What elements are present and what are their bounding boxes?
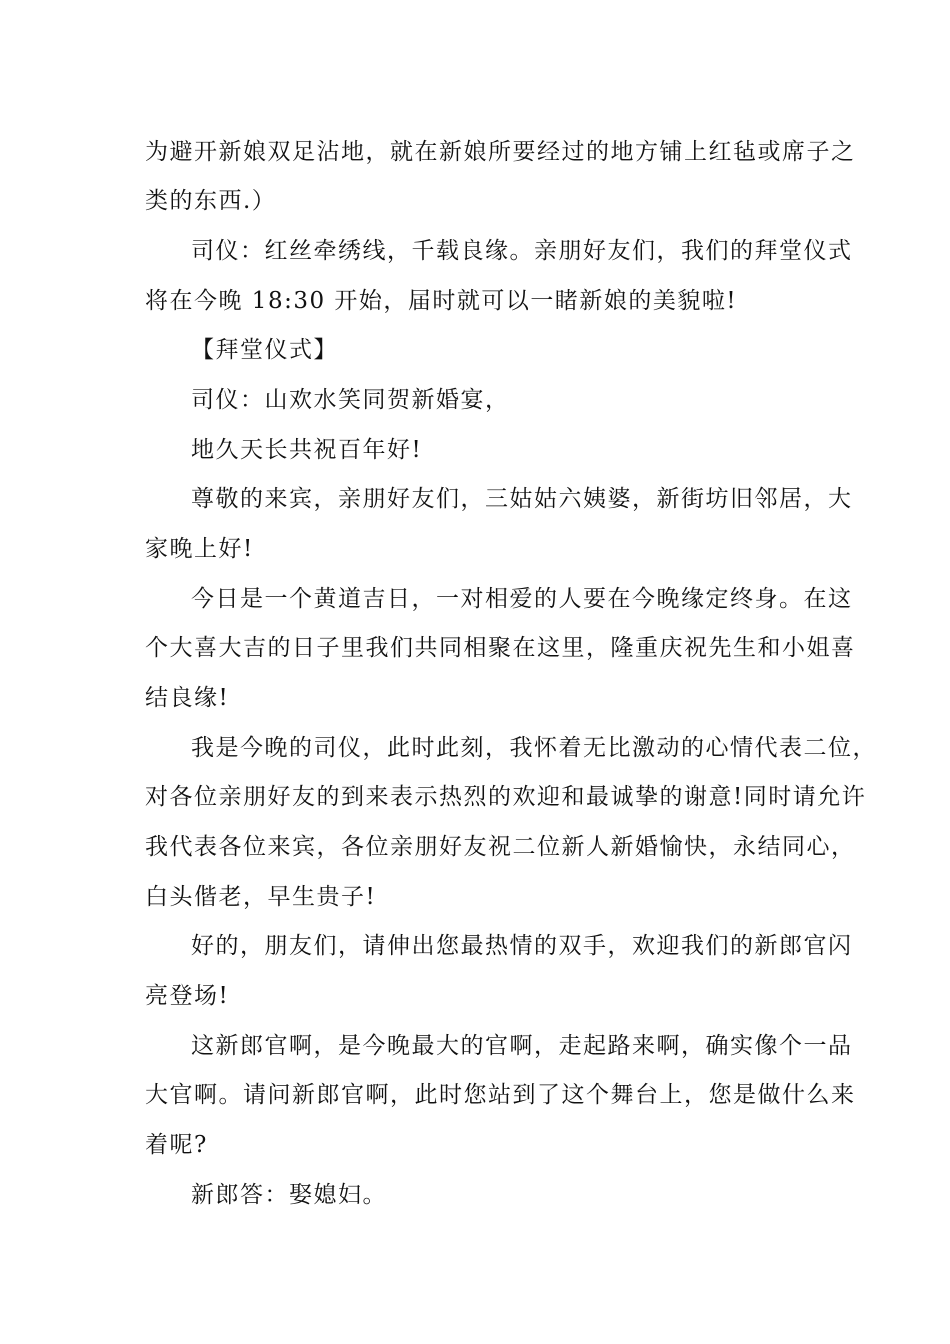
- text-line: 尊敬的来宾，亲朋好友们，三姑姑六姨婆，新街坊旧邻居，大: [191, 486, 853, 512]
- text-line: 着呢?: [145, 1132, 208, 1158]
- text-line: 个大喜大吉的日子里我们共同相聚在这里，隆重庆祝先生和小姐喜: [145, 635, 856, 661]
- text-line: 这新郎官啊，是今晚最大的官啊，走起路来啊，确实像个一品: [191, 1033, 853, 1059]
- section-heading: 【拜堂仪式】: [191, 337, 338, 363]
- text-line: 我是今晚的司仪，此时此刻，我怀着无比激动的心情代表二位，: [191, 735, 877, 761]
- text-line: 好的，朋友们，请伸出您最热情的双手，欢迎我们的新郎官闪: [191, 933, 853, 959]
- text-line: 大官啊。请问新郎官啊，此时您站到了这个舞台上，您是做什么来: [145, 1082, 856, 1108]
- text-line: 亮登场!: [145, 983, 230, 1009]
- text-line: 今日是一个黄道吉日，一对相爱的人要在今晚缘定终身。在这: [191, 586, 853, 612]
- text-line: 新郎答：娶媳妇。: [191, 1182, 387, 1208]
- text-line: 结良缘!: [145, 685, 230, 711]
- text-line: 对各位亲朋好友的到来表示热烈的欢迎和最诚挚的谢意!同时请允许: [145, 784, 867, 810]
- text-line: 家晚上好!: [145, 536, 254, 562]
- text-line: 司仪：红丝牵绣线，千载良缘。亲朋好友们，我们的拜堂仪式: [191, 238, 853, 264]
- text-line: 白头偕老，早生贵子!: [145, 884, 377, 910]
- text-line: 我代表各位来宾，各位亲朋好友祝二位新人新婚愉快，永结同心，: [145, 834, 856, 860]
- text-line: 司仪：山欢水笑同贺新婚宴，: [191, 387, 510, 413]
- text-line: 为避开新娘双足沾地，就在新娘所要经过的地方铺上红毡或席子之: [145, 139, 856, 165]
- text-line: 类的东西.）: [145, 188, 277, 214]
- text-line: 地久天长共祝百年好!: [191, 437, 423, 463]
- text-line: 将在今晚 18:30 开始，届时就可以一睹新娘的美貌啦!: [145, 288, 738, 314]
